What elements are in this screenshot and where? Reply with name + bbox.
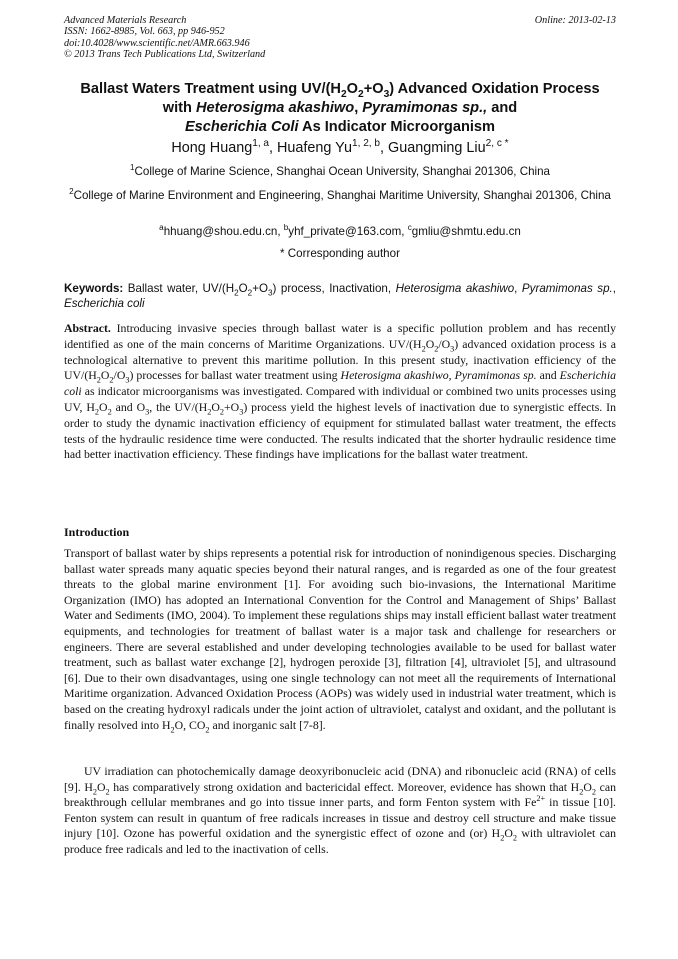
- paragraph-subscript: 2: [500, 833, 505, 843]
- abstract-subscript: 3: [239, 407, 244, 417]
- abstract-subscript: 2: [434, 344, 439, 354]
- abstract-species: Pyramimonas sp.: [454, 368, 537, 383]
- paragraph-text: O: [583, 779, 592, 794]
- abstract-subscript: 2: [109, 375, 114, 385]
- affiliation-mark: 2: [69, 187, 74, 197]
- email-link[interactable]: gmliu@shmtu.edu.cn: [411, 225, 521, 238]
- paragraph-text: Transport of ballast water by ships represents a potential risk for introduction of nonindigenous species. Discharging ballast water spreads many aquatic species beyond their natural ranges, and is regarded as one of the four greatest threats to the global marine environment [1]. For avoiding such bio-invasions, the International Maritime Organization (IMO) has adopted an International Convention for the Control and Management of Ships’ Ballast Water and Sediments (IMO, 2004). To implement these regulations ships may install efficient ballast water treatment equipments, and technologies for treatment of ballast water is a major task and challenge for researchers or engineers. There are several established and under developing technologies available to be used for ballast water treatment, such as ballast water exchange [2], hydrogen peroxide [3], filtration [4], ultraviolet [5], and ultrasound [6]. Due to their own disadvantages, using one single technology can not meet all the requirements of International Maritime organization. Advanced Oxidation Process (AOPs) was widely used in industrial water treatment, which is based on the creating hydroxyl radicals under the joint action of ultraviolet, catalyst and oxidant, and the pollutant is finally resolved into H: [64, 546, 616, 732]
- paragraph-subscript: 2: [205, 724, 210, 734]
- title-subscript: 2: [340, 88, 347, 100]
- abstract-text: Introducing invasive species through ballast water is a specific pollution problem and has recently identified as one of the main concerns of Maritime Organizations. UV/(H: [64, 321, 616, 351]
- email-mark: a: [159, 223, 164, 233]
- journal-doi: doi:10.4028/www.scientific.net/AMR.663.946: [64, 37, 250, 49]
- introduction-heading: Introduction: [64, 525, 130, 539]
- title-subscript: 2: [358, 88, 364, 100]
- paragraph-subscript: 2: [591, 786, 596, 796]
- email-link[interactable]: hhuang@shou.edu.cn,: [163, 225, 284, 238]
- abstract-text: O: [100, 368, 110, 383]
- title-text: +O: [363, 81, 384, 97]
- keywords-text: +O: [252, 282, 268, 295]
- abstract-subscript: 2: [94, 407, 100, 417]
- title-text: and: [487, 100, 518, 116]
- paragraph-text: in tissue [10]. Fenton system can result in quantum of free radicals increases in tissue and destroy cell structure and make tissue injury [10]. Ozone has powerful oxidation and the synergistic effect of ozone and (or) H: [64, 795, 617, 841]
- keywords-subscript: 2: [234, 288, 239, 298]
- abstract-text: O: [425, 336, 435, 351]
- abstract-text: , the UV/(H: [149, 399, 208, 414]
- paper-title: [64, 80, 616, 137]
- paragraph-text: has comparatively strong oxidation and bactericidal effect. Moreover, evidence has shown that H: [109, 779, 580, 794]
- abstract-text: and: [536, 368, 560, 383]
- journal-copyright: © 2013 Trans Tech Publications Ltd, Switzerland: [64, 49, 266, 61]
- corresponding-author-note: * Corresponding author: [280, 247, 400, 260]
- keywords-text: ) process, Inactivation,: [272, 282, 396, 295]
- author-affil-mark: 1, a: [252, 138, 270, 150]
- paragraph-text: can breakthrough cellular membranes and go into tissue inner parts, and form Fenton system with Fe: [64, 779, 616, 810]
- abstract-subscript: 2: [107, 407, 112, 417]
- paragraph-subscript: 2: [579, 786, 584, 796]
- title-text: ,: [354, 100, 363, 116]
- paragraph-subscript: 2: [105, 786, 110, 796]
- abstract-text: ) process yield the highest levels of inactivation due to synergistic effects. In order to study the dynamic inactivation efficiency of equipment for stimulated ballast water treatment, the effects tests of the hydraulic residence time were conducted. The results indicated that the shorter hydraulic residence time had better inactivation efficiency. These findings have implications for the ballast water treatment.: [64, 399, 616, 462]
- paragraph-text: O, CO: [174, 717, 206, 732]
- paragraph-subscript: 2: [170, 724, 175, 734]
- paragraph-superscript: 2+: [536, 794, 546, 804]
- abstract-subscript: 2: [219, 407, 225, 417]
- online-date: Online: 2013-02-13: [534, 15, 616, 26]
- title-text: O: [346, 81, 359, 97]
- abstract-text: /O: [113, 368, 126, 383]
- keywords-text: ,: [514, 282, 522, 295]
- affiliation-text: College of Marine Environment and Engineering, Shanghai Maritime University, Shanghai 201306, China: [73, 189, 611, 202]
- abstract-subscript: 3: [145, 407, 150, 417]
- author-affil-mark: 1, 2, b: [351, 138, 380, 150]
- title-subscript: 3: [383, 88, 390, 100]
- journal-header: [64, 15, 616, 61]
- author-affil-mark: 2, c *: [485, 138, 509, 150]
- author-separator: ,: [380, 140, 388, 156]
- affiliation-1: [64, 165, 616, 180]
- paragraph-text: with ultraviolet can produce free radicals and led to the inactivation of cells.: [64, 826, 616, 856]
- abstract-text: as indicator microorganisms was investigated. Compared with individual or combined two units processes using UV, H: [64, 384, 616, 414]
- keywords-label: Keywords:: [64, 282, 124, 295]
- keywords: [64, 281, 616, 311]
- abstract: [64, 321, 616, 463]
- author-name: Guangming Liu: [388, 140, 486, 156]
- paragraph-text: O: [504, 826, 513, 841]
- paragraph-text: O: [96, 779, 106, 794]
- abstract-text: O: [99, 399, 108, 414]
- keywords-text: Ballast water, UV/(H: [123, 282, 235, 295]
- abstract-species: Heterosigma akashiwo: [340, 368, 449, 383]
- keywords-species: Heterosigma akashiwo: [395, 282, 515, 295]
- title-species: Heterosigma akashiwo: [196, 100, 355, 116]
- journal-name: Advanced Materials Research: [64, 15, 187, 26]
- abstract-text: ) processes for ballast water treatment using: [129, 368, 341, 383]
- email-link[interactable]: yhf_private@163.com,: [288, 225, 408, 238]
- keywords-subscript: 3: [267, 288, 273, 298]
- abstract-text: /O: [438, 336, 451, 351]
- title-text: ) Advanced Oxidation Process with: [162, 81, 600, 116]
- introduction-paragraph-2: [64, 764, 616, 858]
- abstract-text: O: [211, 399, 220, 414]
- title-text: As Indicator Microorganism: [298, 119, 496, 135]
- introduction-paragraph-1: [64, 546, 616, 733]
- keywords-species: Pyramimonas sp.: [521, 282, 613, 295]
- affiliation-mark: 1: [130, 163, 135, 173]
- keywords-text: O: [238, 282, 248, 295]
- abstract-subscript: 3: [125, 375, 130, 385]
- title-species: Pyramimonas sp.,: [362, 100, 488, 116]
- abstract-subscript: 2: [421, 344, 426, 354]
- paragraph-text: UV irradiation can photochemically damage deoxyribonucleic acid (DNA) and ribonucleic acid (RNA) of cells [9]. H: [64, 764, 616, 794]
- paragraph-subscript: 2: [92, 786, 97, 796]
- affiliation-2: [64, 189, 616, 204]
- paragraph-subscript: 2: [512, 833, 517, 843]
- author-emails: [64, 225, 616, 240]
- title-species: Escherichia Coli: [184, 119, 299, 135]
- abstract-label: Abstract.: [64, 321, 111, 335]
- abstract-subscript: 2: [96, 375, 101, 385]
- abstract-species: Escherichia coli: [64, 368, 617, 399]
- abstract-subscript: 3: [450, 344, 455, 354]
- abstract-text: and O: [111, 399, 146, 414]
- author-name: Huafeng Yu: [277, 140, 352, 156]
- keywords-text: ,: [612, 282, 617, 295]
- title-text: Ballast Waters Treatment using UV/(H: [80, 81, 341, 97]
- author-separator: ,: [269, 140, 278, 156]
- abstract-text: +O: [224, 399, 240, 414]
- paragraph-text: and inorganic salt [7-8].: [209, 717, 326, 732]
- keywords-subscript: 2: [247, 288, 253, 298]
- abstract-text: ) advanced oxidation process is a technological alternative to prevent this maritime pollution. In this present study, inactivation efficiency of the UV/(H: [64, 336, 616, 383]
- author-name: Hong Huang: [171, 140, 253, 156]
- email-mark: c: [407, 223, 412, 233]
- abstract-subscript: 2: [207, 407, 212, 417]
- keywords-species: Escherichia coli: [64, 297, 145, 310]
- email-mark: b: [283, 223, 289, 233]
- author-list: [64, 139, 616, 157]
- abstract-text: ,: [448, 368, 455, 383]
- journal-issn: ISSN: 1662-8985, Vol. 663, pp 946-952: [64, 26, 225, 38]
- affiliation-text: College of Marine Science, Shanghai Ocean University, Shanghai 201306, China: [134, 165, 550, 178]
